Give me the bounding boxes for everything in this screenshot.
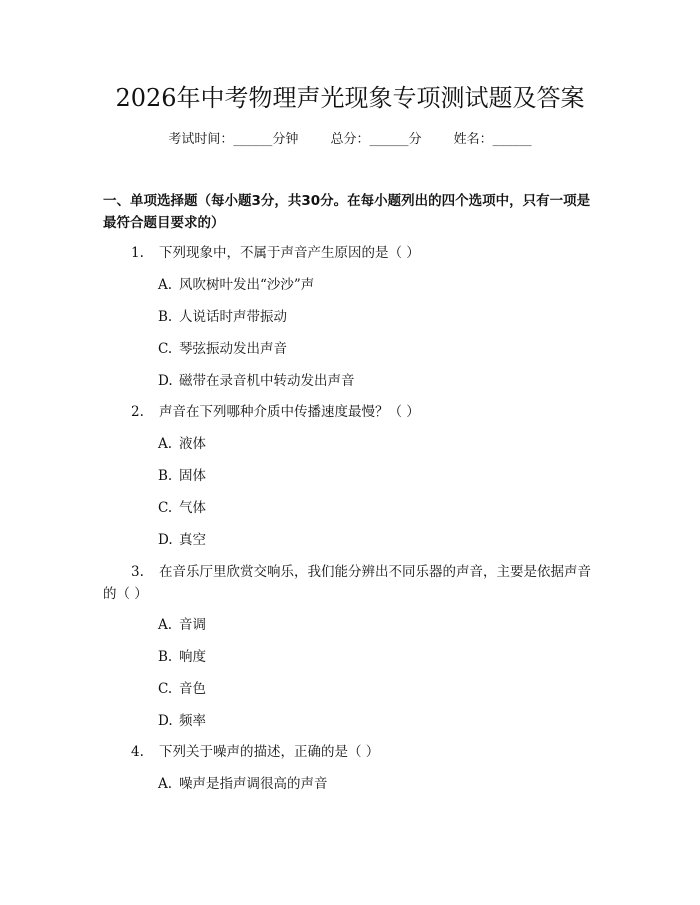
option-1d [158,371,355,391]
question-stem: 下列关于噪声的描述，正确的是（ ） [159,744,380,760]
total-score-unit: 分 [408,132,422,147]
question-number: 3. [131,564,144,580]
option-text: 响度 [179,649,206,665]
option-letter: D. [158,713,173,729]
option-4a [158,774,328,794]
option-letter: C. [158,500,173,516]
total-score-label: 总分： [330,132,370,147]
option-text: 噪声是指声调很高的声音 [179,776,328,792]
question-stem: 下列现象中，不属于声音产生原因的是（ ） [159,245,420,261]
question-number: 1. [131,245,144,261]
option-text: 真空 [179,532,206,548]
question-2 [131,402,420,422]
option-text: 人说话时声带振动 [179,309,287,325]
option-3a [158,615,206,635]
option-letter: C. [158,681,173,697]
student-name-field [454,130,532,150]
option-letter: B. [158,649,173,665]
option-text: 琴弦振动发出声音 [179,341,287,357]
option-1b [158,307,287,327]
option-1c [158,339,287,359]
page-title: 2026年中考物理声光现象专项测试题及答案 [115,84,585,112]
option-2d [158,530,206,550]
option-letter: A. [158,277,173,293]
total-score-field [330,130,421,150]
exam-time-unit: 分钟 [272,132,299,147]
option-text: 固体 [179,468,206,484]
option-text: 气体 [179,500,206,516]
option-text: 液体 [179,436,206,452]
student-name-blank: ______ [492,132,532,147]
option-letter: A. [158,617,173,633]
option-letter: B. [158,309,173,325]
question-stem: 在音乐厅里欣赏交响乐，我们能分辨出不同乐器的声音，主要是依据声音的（ ） [103,564,591,602]
student-name-label: 姓名： [453,132,493,147]
total-score-blank: ______ [369,132,409,147]
option-text: 音调 [179,617,206,633]
exam-time-label: 考试时间： [168,132,234,147]
option-letter: B. [158,468,173,484]
option-2a [158,434,206,454]
exam-time-field [168,130,298,150]
option-text: 风吹树叶发出“沙沙”声 [179,277,315,293]
question-number: 2. [131,404,144,420]
question-4 [131,742,379,762]
option-letter: D. [158,532,173,548]
option-2b [158,466,206,486]
option-letter: C. [158,341,173,357]
option-text: 音色 [179,681,206,697]
option-letter: A. [158,776,173,792]
option-3c [158,679,206,699]
exam-meta-line [0,130,700,150]
question-stem: 声音在下列哪种介质中传播速度最慢？（ ） [159,404,420,420]
option-3d [158,711,206,731]
option-text: 频率 [179,713,206,729]
question-1 [131,243,420,263]
option-2c [158,498,206,518]
option-text: 磁带在录音机中转动发出声音 [179,373,355,389]
option-3b [158,647,206,667]
exam-time-blank: ______ [233,132,273,147]
option-letter: A. [158,436,173,452]
question-3 [103,561,600,605]
section-heading: 一、单项选择题（每小题3分，共30分。在每小题列出的四个选项中，只有一项是最符合题目要求的） [103,193,591,231]
option-letter: D. [158,373,173,389]
option-1a [158,275,314,295]
question-number: 4. [131,744,144,760]
